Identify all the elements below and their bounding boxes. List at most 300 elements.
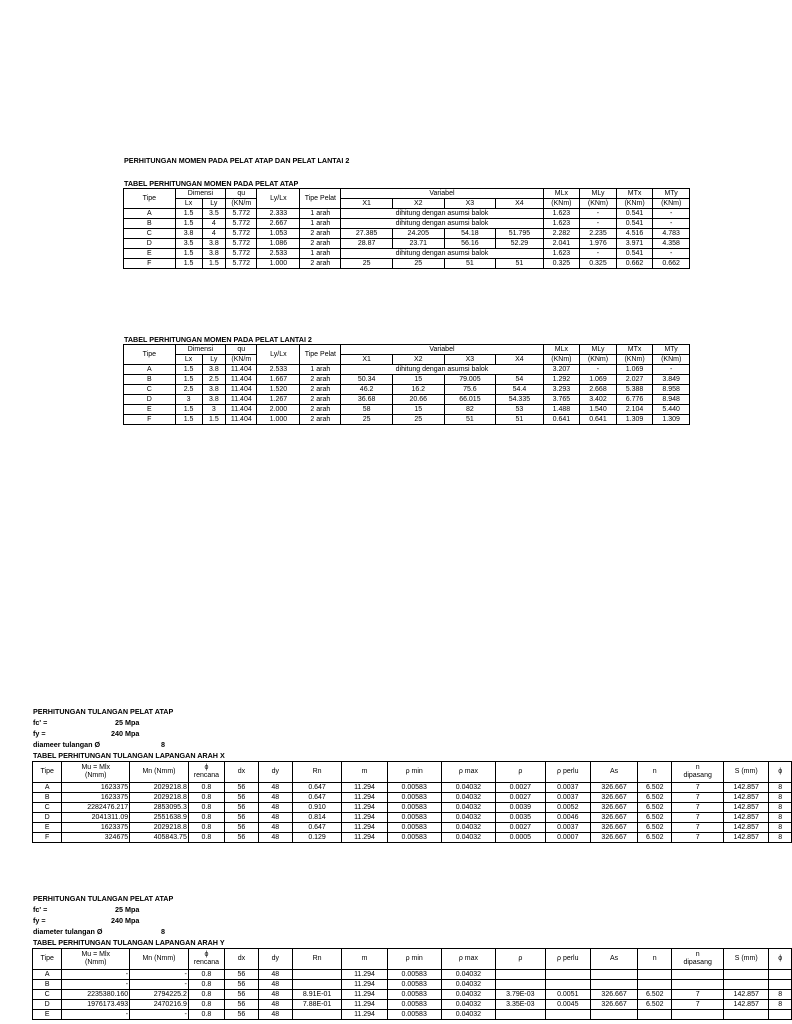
table-cell: 2.5 xyxy=(175,385,202,395)
header-unit-knm: (KNm) xyxy=(616,199,653,209)
table-cell: 2 arah xyxy=(300,415,341,425)
table-cell: 1.623 xyxy=(543,209,580,219)
header-tipe-pelat: Tipe Pelat xyxy=(300,189,341,209)
table-cell: 0.0007 xyxy=(545,833,590,843)
table-cell: C xyxy=(33,803,62,813)
table-cell: 3.8 xyxy=(202,385,226,395)
table-cell: 2029218.8 xyxy=(130,793,189,803)
table-cell: 0.00583 xyxy=(387,990,441,1000)
table-cell: 0.00583 xyxy=(387,803,441,813)
table-cell: F xyxy=(33,833,62,843)
table-cell: 8.958 xyxy=(653,385,690,395)
header-mly: MLy xyxy=(580,345,617,355)
table-cell: - xyxy=(130,1010,189,1020)
table-cell: 8 xyxy=(769,803,792,813)
table-cell: 5.772 xyxy=(226,209,257,219)
header-mlx: MLx xyxy=(543,189,580,199)
header-unit-knm: (KNm) xyxy=(616,355,653,365)
table-cell: 4 xyxy=(202,229,226,239)
table-cell: 8.91E-01 xyxy=(292,990,342,1000)
table-cell xyxy=(590,970,637,980)
table-cell: 142.857 xyxy=(724,990,769,1000)
beam-assumption-note: dihitung dengan asumsi balok xyxy=(341,219,543,229)
table-cell: 6.776 xyxy=(616,395,653,405)
rebar-header-cell: n dipasang xyxy=(672,949,724,970)
table-cell: B xyxy=(33,793,62,803)
table-cell: - xyxy=(62,1010,130,1020)
table-cell: 0.647 xyxy=(292,783,342,793)
table-cell: 7 xyxy=(672,990,724,1000)
diameter-param-y: diameter tulangan Ø 8 xyxy=(33,927,165,936)
table-cell: 2 arah xyxy=(300,239,341,249)
table-cell: 0.00583 xyxy=(387,823,441,833)
table-cell: 0.8 xyxy=(188,823,224,833)
table-cell: 7 xyxy=(672,833,724,843)
table-cell: 3.8 xyxy=(202,239,226,249)
diameter-param: diameer tulangan Ø 8 xyxy=(33,740,165,749)
table-cell: 15 xyxy=(392,405,444,415)
rebar-header-cell: ρ max xyxy=(441,762,495,783)
table-cell: 52.29 xyxy=(496,239,543,249)
table-cell xyxy=(769,980,792,990)
moment-table-atap xyxy=(123,188,690,269)
table-cell: 1623375 xyxy=(62,783,130,793)
rebar-header-cell: n xyxy=(638,762,672,783)
table-cell: 0.00583 xyxy=(387,783,441,793)
table-cell: 0.04032 xyxy=(441,813,495,823)
moment-table-lantai xyxy=(123,344,690,425)
table-cell: 56.16 xyxy=(444,239,496,249)
table-cell: 6.502 xyxy=(638,1000,672,1010)
table-cell: 11.294 xyxy=(342,783,387,793)
table-cell: 326.667 xyxy=(590,793,637,803)
header-x2: X2 xyxy=(392,355,444,365)
table-cell: C xyxy=(124,385,176,395)
table-cell: 0.0035 xyxy=(496,813,546,823)
table-cell: 56 xyxy=(224,803,258,813)
header-qu-unit: (KN/m xyxy=(226,355,257,365)
table-cell: 326.667 xyxy=(590,803,637,813)
table-cell: 0.0051 xyxy=(545,990,590,1000)
table-cell: 6.502 xyxy=(638,813,672,823)
table-cell: 0.8 xyxy=(188,1010,224,1020)
table-cell: 1623375 xyxy=(62,823,130,833)
rebar-header-cell: ρ xyxy=(496,762,546,783)
header-tipe: Tipe xyxy=(124,189,176,209)
table-cell: 51 xyxy=(496,259,543,269)
table-cell: - xyxy=(130,980,189,990)
table-cell: 48 xyxy=(258,1000,292,1010)
table-cell xyxy=(638,1010,672,1020)
header-variabel: Variabel xyxy=(341,189,543,199)
rebar-header-cell: dy xyxy=(258,949,292,970)
table-cell: 11.294 xyxy=(342,823,387,833)
table-row xyxy=(33,980,792,990)
table-cell: 56 xyxy=(224,1010,258,1020)
table-cell xyxy=(590,980,637,990)
table-cell: 3.849 xyxy=(653,375,690,385)
table-cell: 0.00583 xyxy=(387,970,441,980)
rebar-header-cell: Rn xyxy=(292,949,342,970)
table-cell: 48 xyxy=(258,813,292,823)
table-cell: 1.5 xyxy=(175,405,202,415)
table-cell: 1 arah xyxy=(300,209,341,219)
table-cell: 1.5 xyxy=(175,259,202,269)
table-row xyxy=(124,415,690,425)
table-cell: 2.000 xyxy=(257,405,300,415)
table-cell: 2 arah xyxy=(300,385,341,395)
table-cell: 2470216.9 xyxy=(130,1000,189,1010)
table-cell: 1.309 xyxy=(653,415,690,425)
table-cell: 0.04032 xyxy=(441,793,495,803)
table-cell: 0.04032 xyxy=(441,980,495,990)
table-row xyxy=(124,395,690,405)
table-cell xyxy=(672,970,724,980)
table-cell: 56 xyxy=(224,980,258,990)
rebar-header-cell: ϕ xyxy=(769,949,792,970)
table-cell: A xyxy=(124,209,176,219)
table-cell: 7 xyxy=(672,1000,724,1010)
table-cell xyxy=(496,1010,546,1020)
table-cell: 25 xyxy=(392,259,444,269)
table-cell: 11.404 xyxy=(226,375,257,385)
table-cell: 1.623 xyxy=(543,249,580,259)
table-cell: A xyxy=(33,970,62,980)
table-cell: 56 xyxy=(224,833,258,843)
table-cell: 0.647 xyxy=(292,793,342,803)
table-cell: A xyxy=(33,783,62,793)
table-cell: 53 xyxy=(496,405,543,415)
fc-param: fc' = 25 Mpa xyxy=(33,718,140,727)
fy-param: fy = 240 Mpa xyxy=(33,729,140,738)
table-cell: 0.541 xyxy=(616,219,653,229)
rebar-header-cell: ρ min xyxy=(387,949,441,970)
rebar-header-cell: S (mm) xyxy=(724,949,769,970)
header-x4: X4 xyxy=(496,355,543,365)
table-cell: 16.2 xyxy=(392,385,444,395)
table-cell: 51 xyxy=(444,259,496,269)
table-cell: 0.00583 xyxy=(387,833,441,843)
header-dimensi: Dimensi xyxy=(175,345,226,355)
table-cell: 1.309 xyxy=(616,415,653,425)
table-cell: 23.71 xyxy=(392,239,444,249)
table-cell: 324675 xyxy=(62,833,130,843)
table-cell: 2029218.8 xyxy=(130,783,189,793)
table-cell: 0.0037 xyxy=(545,823,590,833)
table-cell: 3.8 xyxy=(202,395,226,405)
table-cell: 25 xyxy=(341,259,393,269)
table-cell: 0.910 xyxy=(292,803,342,813)
table-cell: F xyxy=(124,259,176,269)
main-title: PERHITUNGAN MOMEN PADA PELAT ATAP DAN PELAT LANTAI 2 xyxy=(124,156,350,165)
table-cell: 0.325 xyxy=(543,259,580,269)
table-cell: 1.053 xyxy=(257,229,300,239)
table-cell: 4.516 xyxy=(616,229,653,239)
table-cell: 2551638.9 xyxy=(130,813,189,823)
table-cell: 142.857 xyxy=(724,793,769,803)
header-x1: X1 xyxy=(341,355,393,365)
table-cell: 54 xyxy=(496,375,543,385)
table-cell: 46.2 xyxy=(341,385,393,395)
header-unit-knm: (KNm) xyxy=(653,355,690,365)
table-cell: 2.5 xyxy=(202,375,226,385)
table-cell: 51 xyxy=(444,415,496,425)
table-cell: 3.8 xyxy=(202,365,226,375)
table-cell: 48 xyxy=(258,1010,292,1020)
table-cell: 3.971 xyxy=(616,239,653,249)
table-cell: 11.404 xyxy=(226,415,257,425)
table-cell: 8 xyxy=(769,990,792,1000)
rebar-header-cell: ρ min xyxy=(387,762,441,783)
header-lylx: Ly/Lx xyxy=(257,189,300,209)
table-cell: 56 xyxy=(224,970,258,980)
header-unit-knm: (KNm) xyxy=(653,199,690,209)
header-unit-knm: (KNm) xyxy=(580,355,617,365)
table-cell: 0.641 xyxy=(543,415,580,425)
table-cell: 15 xyxy=(392,375,444,385)
table-cell: 2 arah xyxy=(300,259,341,269)
table-cell: - xyxy=(580,219,617,229)
rebar-header-cell: dy xyxy=(258,762,292,783)
table-cell: 6.502 xyxy=(638,793,672,803)
table-cell xyxy=(590,1010,637,1020)
rebar-header-cell: ρ perlu xyxy=(545,762,590,783)
header-mtx: MTx xyxy=(616,189,653,199)
table-cell: D xyxy=(33,1000,62,1010)
rebar-x-table-title: TABEL PERHITUNGAN TULANGAN LAPANGAN ARAH X xyxy=(33,751,225,760)
table-cell: 1.5 xyxy=(175,219,202,229)
table-cell: 0.04032 xyxy=(441,1000,495,1010)
table-cell: 8 xyxy=(769,813,792,823)
table-cell: 0.0027 xyxy=(496,783,546,793)
table-cell: 142.857 xyxy=(724,783,769,793)
rebar-header-cell: n dipasang xyxy=(672,762,724,783)
table-cell: 56 xyxy=(224,990,258,1000)
table-cell: 2.333 xyxy=(257,209,300,219)
table-cell: 0.04032 xyxy=(441,970,495,980)
table-cell: 1.5 xyxy=(175,249,202,259)
table-row xyxy=(33,793,792,803)
table-row xyxy=(124,239,690,249)
table-row xyxy=(124,365,690,375)
table1-title: TABEL PERHITUNGAN MOMEN PADA PELAT ATAP xyxy=(124,179,299,188)
table-cell: - xyxy=(580,249,617,259)
table-row xyxy=(33,970,792,980)
table-cell: 5.772 xyxy=(226,229,257,239)
fc-param-y: fc' = 25 Mpa xyxy=(33,905,140,914)
table-cell: 0.0045 xyxy=(545,1000,590,1010)
table-cell: - xyxy=(653,209,690,219)
table-cell: 3.5 xyxy=(175,239,202,249)
table-cell: 1.069 xyxy=(616,365,653,375)
header-mtx: MTx xyxy=(616,345,653,355)
table-cell xyxy=(292,1010,342,1020)
table-cell: 56 xyxy=(224,793,258,803)
rebar-header-cell: As xyxy=(590,762,637,783)
table-cell: - xyxy=(580,365,617,375)
table-cell: 3.293 xyxy=(543,385,580,395)
table-row xyxy=(124,249,690,259)
table-cell: 0.04032 xyxy=(441,823,495,833)
table-cell: 3.8 xyxy=(175,229,202,239)
table-cell: A xyxy=(124,365,176,375)
rebar-header-cell: Mu = Mlx (Nmm) xyxy=(62,762,130,783)
table-cell: 4.358 xyxy=(653,239,690,249)
table-cell xyxy=(545,980,590,990)
header-lx: Lx xyxy=(175,199,202,209)
table-cell: 0.00583 xyxy=(387,1010,441,1020)
rebar-table-y xyxy=(32,948,792,1020)
header-ly: Ly xyxy=(202,199,226,209)
table-cell: 0.04032 xyxy=(441,833,495,843)
table-cell: 50.34 xyxy=(341,375,393,385)
header-unit-knm: (KNm) xyxy=(543,355,580,365)
table-cell xyxy=(672,1010,724,1020)
table-row xyxy=(33,833,792,843)
table-cell: 0.0027 xyxy=(496,793,546,803)
table-cell: 11.404 xyxy=(226,405,257,415)
table-cell: D xyxy=(124,239,176,249)
header-dimensi: Dimensi xyxy=(175,189,226,199)
rebar-y-title: PERHITUNGAN TULANGAN PELAT ATAP xyxy=(33,894,174,903)
table-cell: 3.35E-03 xyxy=(496,1000,546,1010)
table-cell: 142.857 xyxy=(724,1000,769,1010)
table2-title: TABEL PERHITUNGAN MOMEN PADA PELAT LANTAI 2 xyxy=(124,335,312,344)
rebar-header-cell: As xyxy=(590,949,637,970)
rebar-header-cell: m xyxy=(342,949,387,970)
table-cell: 11.294 xyxy=(342,813,387,823)
header-ly: Ly xyxy=(202,355,226,365)
rebar-header-cell: ϕ rencana xyxy=(188,762,224,783)
table-cell: 0.8 xyxy=(188,783,224,793)
table-cell: C xyxy=(33,990,62,1000)
table-row xyxy=(124,405,690,415)
table-cell: 48 xyxy=(258,783,292,793)
rebar-header-cell: Tipe xyxy=(33,762,62,783)
table-cell: 8 xyxy=(769,1000,792,1010)
table-cell: - xyxy=(62,980,130,990)
table-cell: 142.857 xyxy=(724,803,769,813)
table-row xyxy=(124,209,690,219)
table-cell: 0.0027 xyxy=(496,823,546,833)
table-cell: 3.765 xyxy=(543,395,580,405)
table-cell: 6.502 xyxy=(638,783,672,793)
table-cell: 11.404 xyxy=(226,365,257,375)
table-cell: 4 xyxy=(202,219,226,229)
table-cell: 0.641 xyxy=(580,415,617,425)
beam-assumption-note: dihitung dengan asumsi balok xyxy=(341,249,543,259)
table-cell: 1.292 xyxy=(543,375,580,385)
table-cell: 51 xyxy=(496,415,543,425)
table-cell: 1.5 xyxy=(202,415,226,425)
table-cell xyxy=(769,970,792,980)
header-mlx: MLx xyxy=(543,345,580,355)
table-cell: 326.667 xyxy=(590,783,637,793)
table-cell: 5.772 xyxy=(226,239,257,249)
table-cell: 0.8 xyxy=(188,803,224,813)
table-cell: 36.68 xyxy=(341,395,393,405)
table-cell: 11.294 xyxy=(342,833,387,843)
table-row xyxy=(33,990,792,1000)
table-cell: 0.00583 xyxy=(387,813,441,823)
header-lx: Lx xyxy=(175,355,202,365)
table-cell: 25 xyxy=(341,415,393,425)
table-cell: 8 xyxy=(769,833,792,843)
table-cell: 326.667 xyxy=(590,1000,637,1010)
table-cell: 1.5 xyxy=(175,365,202,375)
header-unit-knm: (KNm) xyxy=(543,199,580,209)
beam-assumption-note: dihitung dengan asumsi balok xyxy=(341,209,543,219)
table-cell xyxy=(545,970,590,980)
table-cell: 142.857 xyxy=(724,823,769,833)
table-cell: 2 arah xyxy=(300,395,341,405)
table-row xyxy=(33,1000,792,1010)
table-cell: 326.667 xyxy=(590,823,637,833)
table-cell: 0.662 xyxy=(616,259,653,269)
rebar-header-cell: Rn xyxy=(292,762,342,783)
table-cell: 6.502 xyxy=(638,803,672,813)
table-cell: 27.385 xyxy=(341,229,393,239)
table-cell: 0.00583 xyxy=(387,793,441,803)
table-cell xyxy=(638,980,672,990)
table-row xyxy=(33,1010,792,1020)
table-cell: 2794225.2 xyxy=(130,990,189,1000)
table-cell: 1.5 xyxy=(175,375,202,385)
header-x3: X3 xyxy=(444,199,496,209)
table-cell: D xyxy=(33,813,62,823)
rebar-header-cell: Mu = Mlx (Nmm) xyxy=(62,949,130,970)
table-cell: 2029218.8 xyxy=(130,823,189,833)
table-cell xyxy=(496,980,546,990)
table-cell: 1.540 xyxy=(580,405,617,415)
table-cell: 0.541 xyxy=(616,249,653,259)
table-cell: 0.0005 xyxy=(496,833,546,843)
table-cell xyxy=(724,970,769,980)
table-cell: 11.294 xyxy=(342,990,387,1000)
table-cell: 48 xyxy=(258,803,292,813)
header-lylx: Ly/Lx xyxy=(257,345,300,365)
table-cell: 6.502 xyxy=(638,833,672,843)
table-cell: 6.502 xyxy=(638,823,672,833)
rebar-header-cell: Tipe xyxy=(33,949,62,970)
table-cell: 326.667 xyxy=(590,813,637,823)
table-cell: 2.104 xyxy=(616,405,653,415)
table-cell: 11.294 xyxy=(342,980,387,990)
table-cell: 79.005 xyxy=(444,375,496,385)
table-cell: 1.623 xyxy=(543,219,580,229)
table-cell: 3 xyxy=(175,395,202,405)
table-cell: 48 xyxy=(258,990,292,1000)
table-cell: 75.6 xyxy=(444,385,496,395)
table-cell: 2282476.217 xyxy=(62,803,130,813)
table-cell: 0.8 xyxy=(188,980,224,990)
header-x3: X3 xyxy=(444,355,496,365)
table-cell: E xyxy=(33,1010,62,1020)
table-cell xyxy=(769,1010,792,1020)
table-cell: 1 arah xyxy=(300,219,341,229)
table-cell: D xyxy=(124,395,176,405)
table-cell: 2.533 xyxy=(257,365,300,375)
table-cell: 48 xyxy=(258,833,292,843)
table-cell: 5.772 xyxy=(226,219,257,229)
header-qu: qu xyxy=(226,189,257,199)
table-cell: 1.667 xyxy=(257,375,300,385)
table-cell xyxy=(292,970,342,980)
table-cell: 7 xyxy=(672,813,724,823)
table-cell: 1 arah xyxy=(300,365,341,375)
table-cell: 24.205 xyxy=(392,229,444,239)
rebar-y-table-title: TABEL PERHITUNGAN TULANGAN LAPANGAN ARAH Y xyxy=(33,938,225,947)
